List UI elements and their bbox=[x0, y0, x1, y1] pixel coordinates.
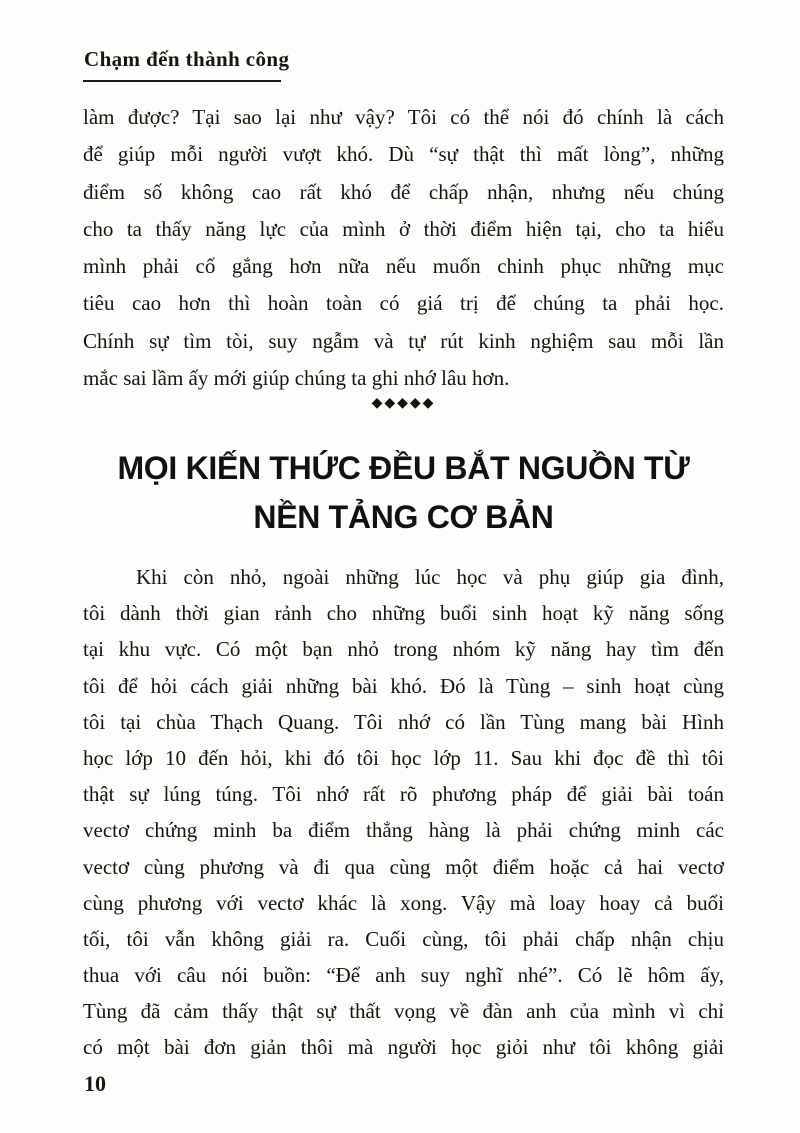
text-line: để giúp mỗi người vượt khó. Dù “sự thật thì mất lòng”, những bbox=[83, 142, 724, 167]
text-line: điểm số không cao rất khó để chấp nhận, nhưng nếu chúng bbox=[83, 179, 724, 204]
text-line: tiêu cao hơn thì hoàn toàn có giá trị để chúng ta phải học. bbox=[83, 291, 724, 316]
text-line: cho ta thấy năng lực của mình ở thời điểm hiện tại, cho ta hiểu bbox=[83, 216, 724, 241]
section-heading-line1: MỌI KIẾN THỨC ĐỀU BẮT NGUỒN TỪ bbox=[117, 450, 690, 486]
page-number: 10 bbox=[84, 1071, 106, 1096]
text-line: có một bài đơn giản thôi mà người học giỏi như tôi không giải bbox=[83, 1035, 724, 1060]
text-line: làm được? Tại sao lại như vậy? Tôi có thể nói đó chính là cách bbox=[83, 105, 724, 129]
text-line: tại khu vực. Có một bạn nhỏ trong nhóm kỹ năng hay tìm đến bbox=[83, 637, 724, 662]
text-line: mình phải cố gắng hơn nữa nếu muốn chinh phục những mục bbox=[83, 254, 724, 279]
text-line: vectơ cùng phương và đi qua cùng một điểm hoặc cả hai vectơ bbox=[83, 854, 724, 879]
text-line: Khi còn nhỏ, ngoài những lúc học và phụ giúp gia đình, bbox=[136, 565, 724, 589]
running-head-rule bbox=[83, 80, 281, 82]
text-line: tôi tại chùa Thạch Quang. Tôi nhớ có lần Tùng mang bài Hình bbox=[83, 709, 724, 734]
text-line: tôi dành thời gian rảnh cho những buổi sinh hoạt kỹ năng sống bbox=[83, 601, 724, 626]
text-line: vectơ chứng minh ba điểm thẳng hàng là phải chứng minh các bbox=[83, 818, 724, 843]
paragraph-continued bbox=[83, 99, 724, 397]
text-line: tối, tôi vẫn không giải ra. Cuối cùng, tôi phải chấp nhận chịu bbox=[83, 926, 724, 951]
diamond-divider: ◆◆◆◆◆ bbox=[371, 395, 436, 411]
text-line: cùng phương với vectơ khác là xong. Vậy mà loay hoay cả buổi bbox=[83, 890, 724, 915]
text-line: học lớp 10 đến hỏi, khi đó tôi học lớp 11. Sau khi đọc đề thì tôi bbox=[83, 745, 724, 770]
section-heading-line2: NỀN TẢNG CƠ BẢN bbox=[253, 499, 554, 535]
text-line: Tùng đã cảm thấy thật sự thất vọng về đàn anh của mình vì chỉ bbox=[83, 999, 724, 1024]
text-line: Chính sự tìm tòi, suy ngẫm và tự rút kinh nghiệm sau mỗi lần bbox=[83, 328, 724, 353]
paragraph-section-body bbox=[83, 559, 724, 1066]
running-head-title: Chạm đến thành công bbox=[84, 47, 290, 71]
text-line: thua với câu nói buồn: “Để anh suy nghĩ nhé”. Có lẽ hôm ấy, bbox=[83, 963, 724, 988]
text-line: mắc sai lầm ấy mới giúp chúng ta ghi nhớ lâu hơn. bbox=[83, 366, 510, 391]
section-heading bbox=[83, 444, 724, 542]
text-line: tôi để hỏi cách giải những bài khó. Đó là Tùng – sinh hoạt cùng bbox=[83, 673, 724, 698]
text-line: thật sự lúng túng. Tôi nhớ rất rõ phương pháp để giải bài toán bbox=[83, 782, 724, 807]
